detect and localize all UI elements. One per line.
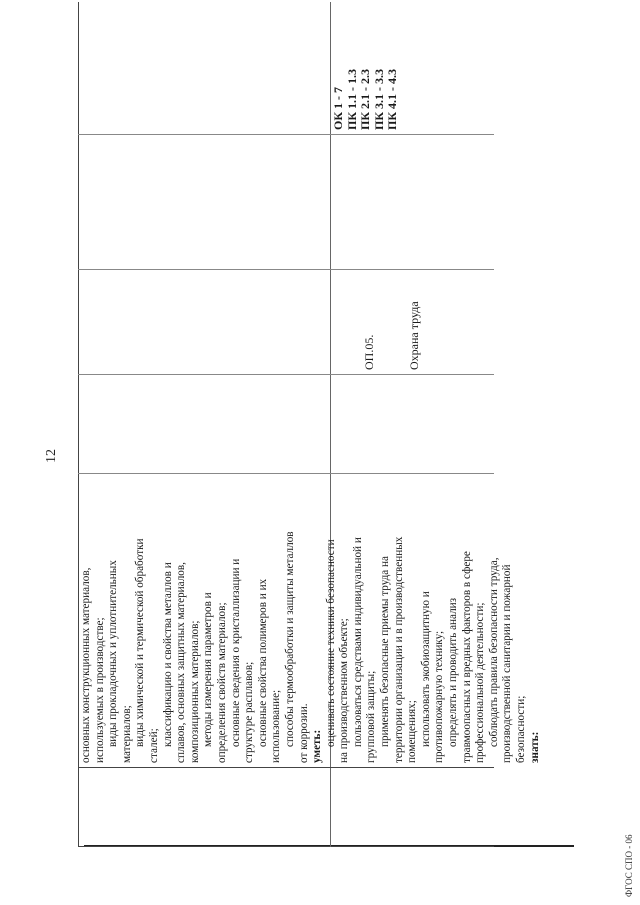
discipline-name: Охрана труда xyxy=(407,301,421,370)
competency-code: ПК 2.1 - 2.3 xyxy=(358,68,372,130)
content-line: производственной санитарии и пожарной xyxy=(501,564,514,763)
content-line: оценивать состояние техники безопасности xyxy=(324,539,337,747)
content-line: пользоваться средствами индивидуальной и xyxy=(351,537,364,747)
content-line: применять безопасные приемы труда на xyxy=(379,555,392,747)
content-line: материалов; xyxy=(120,705,133,763)
content-line: сталей; xyxy=(147,728,160,763)
content-line: структуре расплавов; xyxy=(243,661,256,763)
content-line: используемых в производстве; xyxy=(93,617,106,763)
column-divider-2 xyxy=(78,473,494,474)
content-line: классификацию и свойства металлов и xyxy=(161,562,174,747)
content-line: сплавов, основных защитных материалов, xyxy=(175,562,188,763)
content-line: использовать экобиозащитную и xyxy=(419,591,432,747)
content-line: основные свойства полимеров и их xyxy=(256,578,269,747)
content-line: противопожарную технику; xyxy=(433,630,446,763)
content-line: травмоопасных и вредных факторов в сфере xyxy=(460,551,473,763)
discipline-code: ОП.05. xyxy=(362,334,376,370)
content-line: виды химической и термической обработки xyxy=(134,538,147,747)
content-line: композиционных материалов; xyxy=(188,620,201,763)
content-line: профессиональной деятельности; xyxy=(474,602,487,763)
competency-code: ПК 4.1 - 4.3 xyxy=(385,68,399,130)
competency-code: ОК 1 - 7 xyxy=(331,86,345,130)
content-line: территории организации и в производственных xyxy=(392,536,405,763)
content-line: использование; xyxy=(270,689,283,763)
column-divider-1 xyxy=(78,767,494,768)
content-line: знать: xyxy=(528,731,541,763)
content-line: помещениях; xyxy=(406,700,419,763)
discipline-cell xyxy=(332,275,421,370)
content-line: основных конструкционных материалов, xyxy=(80,567,92,763)
content-line: от коррозии. xyxy=(297,703,310,763)
content-line: определять и проводить анализ xyxy=(447,597,460,747)
footer-code: ФГОС СПО - 06 xyxy=(624,834,634,897)
content-line: способы термообработки и защиты металлов xyxy=(283,531,296,747)
content-line: на производственном объекте; xyxy=(338,618,351,763)
competency-code: ПК 3.1 - 3.3 xyxy=(371,68,386,130)
column-divider-3 xyxy=(78,374,494,375)
competency-code: ПК 1.1 - 1.3 xyxy=(344,68,359,130)
content-line: безопасности; xyxy=(515,695,527,763)
content-line: определения свойств материалов; xyxy=(215,602,228,763)
table-top-border xyxy=(78,2,79,847)
content-line: соблюдать правила безопасности труда, xyxy=(487,557,500,747)
column-divider-4 xyxy=(78,269,494,270)
competencies-cell xyxy=(332,10,422,130)
content-line: основные сведения о кристаллизации и xyxy=(229,558,242,747)
content-line: виды прокладочных и уплотнительных xyxy=(107,560,120,747)
column-divider-5 xyxy=(78,134,494,135)
content-line: групповой защиты; xyxy=(365,670,378,763)
page-number: 12 xyxy=(44,449,59,463)
discipline-content-cell xyxy=(80,478,541,763)
content-line: уметь: xyxy=(311,729,324,763)
content-line: методы измерения параметров и xyxy=(202,592,215,747)
